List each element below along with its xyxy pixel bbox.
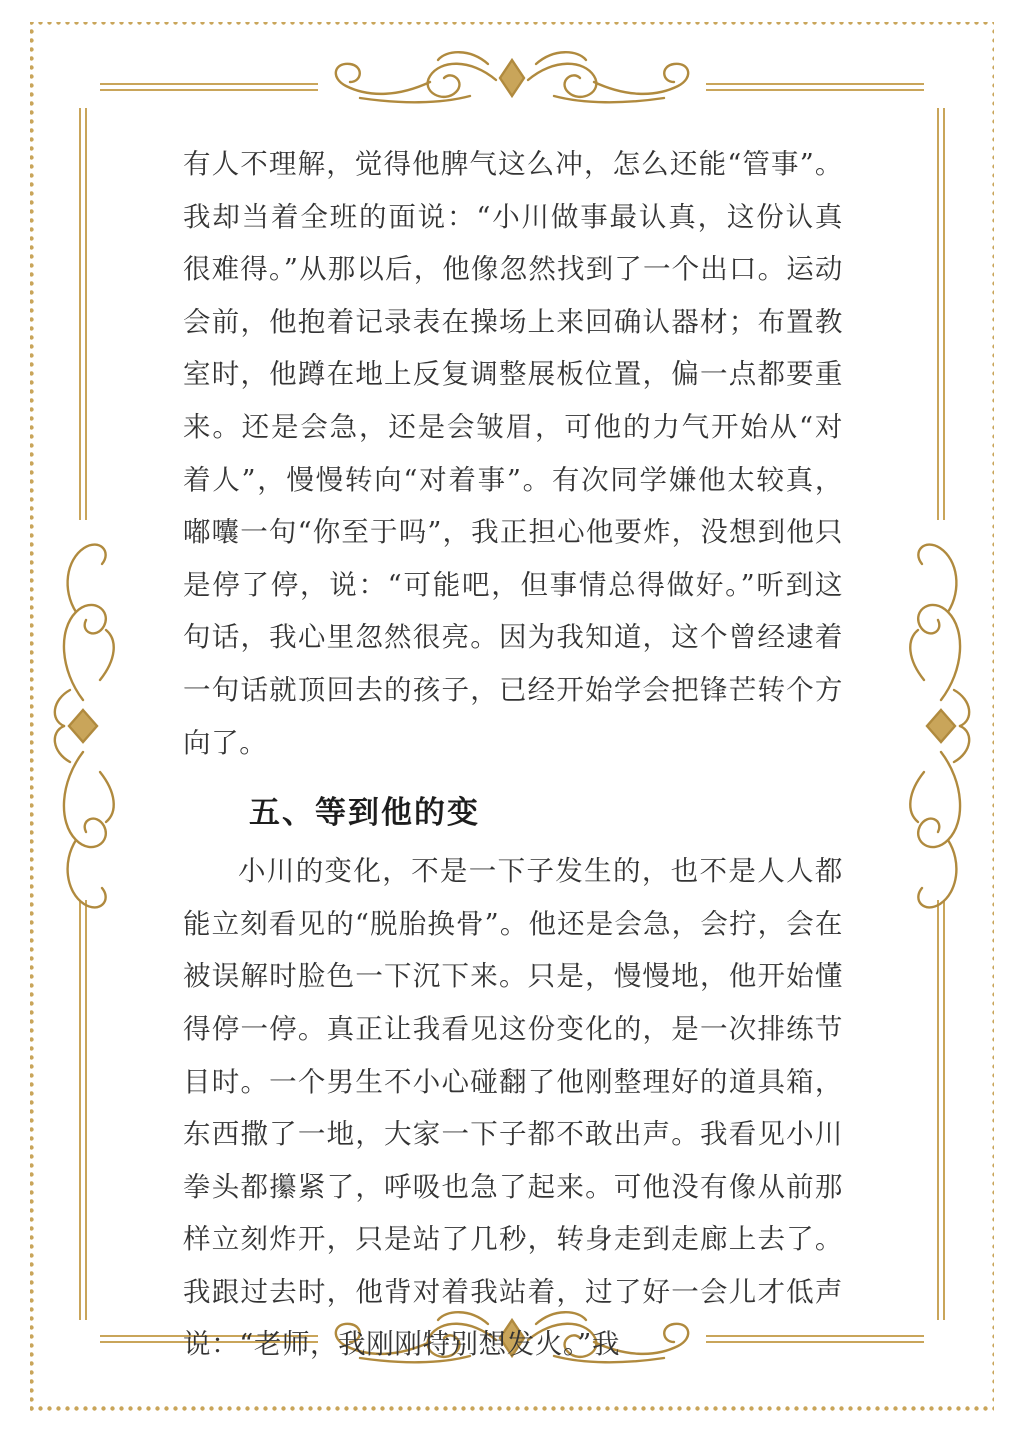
right-side-ornament — [910, 545, 969, 908]
section-heading: 五、等到他的变 — [249, 795, 480, 832]
left-side-ornament — [55, 545, 114, 908]
article-body — [183, 138, 843, 1371]
body-paragraph: 有人不理解，觉得他脾气这么冲，怎么还能“管事”。我却当着全班的面说：“小川做事最认真，这份认真很难得。”从那以后，他像忽然找到了一个出口。运动会前，他抱着记录表在操场上来回确认器材；布置教室时，他蹲在地上反复调整展板位置，偏一点都要重来。还是会急，还是会皱眉，可他的力气开始从“对着人”，慢慢转向“对着事”。有次同学嫌他太较真，嘟囔一句“你至于吗”，我正担心他要炸，没想到他只是停了停，说：“可能吧，但事情总得做好。”听到这句话，我心里忽然很亮。因为我知道，这个曾经逮着一句话就顶回去的孩子，已经开始学会把锋芒转个方向了。 — [183, 148, 843, 759]
body-paragraph: 小川的变化，不是一下子发生的，也不是人人都能立刻看见的“脱胎换骨”。他还是会急，会拧，会在被误解时脸色一下沉下来。只是，慢慢地，他开始懂得停一停。真正让我看见这份变化的，是一次排练节目时。一个男生不小心碰翻了他刚整理好的道具箱，东西撒了一地，大家一下子都不敢出声。我看见小川拳头都攥紧了，呼吸也急了起来。可他没有像从前那样立刻炸开，只是站了几秒，转身走到走廊上去了。我跟过去时，他背对着我站着，过了好一会儿才低声说：“老师，我刚刚特别想发火。”我 — [183, 855, 843, 1361]
top-ornament — [336, 52, 688, 102]
